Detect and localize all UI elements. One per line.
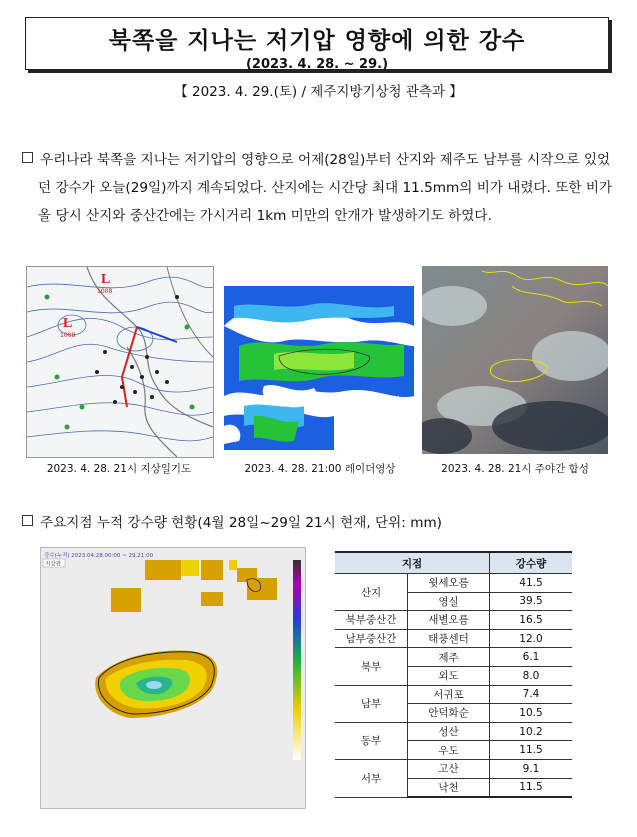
station-cell: 우도 (408, 741, 490, 760)
rainfall-value-cell: 16.5 (490, 611, 573, 630)
table-header-row (335, 552, 572, 574)
region-cell: 남부 (335, 685, 408, 722)
rainfall-table (335, 551, 572, 798)
weather-chart-caption: 2023. 4. 28. 21시 지상일기도 (46, 463, 192, 475)
station-cell: 제주 (408, 648, 490, 667)
pressure-value-label: 1008 (97, 288, 113, 295)
station-cell: 외도 (408, 666, 490, 685)
checkbox-bullet-icon (22, 152, 33, 163)
pressure-value-label: 1008 (60, 332, 76, 339)
rainfall-value-cell: 41.5 (490, 574, 573, 593)
station-cell: 성산 (408, 722, 490, 741)
date-range: (2023. 4. 28. ~ 29.) (245, 57, 389, 72)
table-row (335, 629, 572, 648)
table-row (335, 611, 572, 630)
station-cell: 태풍센터 (408, 629, 490, 648)
station-cell: 고산 (408, 759, 490, 778)
title-box (25, 17, 609, 70)
station-cell: 영실 (408, 592, 490, 611)
table-row (335, 574, 572, 593)
region-cell: 북부중산간 (335, 611, 408, 630)
station-cell: 서귀포 (408, 685, 490, 704)
region-cell: 산지 (335, 574, 408, 611)
summary-text: 우리나라 북쪽을 지나는 저기압의 영향으로 어제(28일)부터 산지와 제주도 남부를 시작으로 있었던 강수가 오늘(29일)까지 계속되었다. 산지에는 시간당 최대 11.5mm의 비가 내렸다. 또한 비가 올 당시 산지와 중산간에는 가시거리 1km 미만의 안개가 발생하기도 하였다. (38, 152, 613, 224)
rainfall-value-cell: 12.0 (490, 629, 573, 648)
issuer-line: 【 2023. 4. 29.(토) / 제주지방기상청 관측과 】 (174, 84, 463, 100)
low-pressure-label: L (63, 316, 73, 331)
station-cell: 낙천 (408, 778, 490, 797)
satellite-image (422, 266, 608, 454)
rainfall-value-cell: 9.1 (490, 759, 573, 778)
rain-map-tag: 지상관 (45, 561, 61, 568)
radar-image (224, 286, 414, 450)
table-row (335, 648, 572, 667)
rainfall-value-cell: 7.4 (490, 685, 573, 704)
rainfall-value-cell: 10.2 (490, 722, 573, 741)
rainfall-value-cell: 6.1 (490, 648, 573, 667)
region-cell: 서부 (335, 759, 408, 797)
table-row (335, 685, 572, 704)
surface-weather-chart (26, 266, 214, 458)
station-cell: 안덕화순 (408, 704, 490, 723)
summary-paragraph (22, 146, 617, 230)
satellite-caption: 2023. 4. 28. 21시 주야간 합성 (441, 463, 589, 475)
station-cell: 윗세오름 (408, 574, 490, 593)
rainfall-value-cell: 11.5 (490, 741, 573, 760)
table-row (335, 722, 572, 741)
station-cell: 새별오름 (408, 611, 490, 630)
rainfall-column-header: 강수량 (490, 552, 573, 574)
rain-map-header: 강수(누적) 2023.04.28.00:00 ~ 29.21:00 (44, 553, 154, 559)
low-pressure-label: L (101, 272, 111, 287)
region-cell: 북부 (335, 648, 408, 685)
rainfall-map (40, 547, 306, 809)
table-row (335, 759, 572, 778)
region-cell: 남부중산간 (335, 629, 408, 648)
radar-caption: 2023. 4. 28. 21:00 레이더영상 (244, 463, 396, 475)
checkbox-bullet-icon (22, 515, 33, 526)
rainfall-value-cell: 8.0 (490, 666, 573, 685)
rainfall-value-cell: 39.5 (490, 592, 573, 611)
page-title: 북쪽을 지나는 저기압 영향에 의한 강수 (108, 28, 526, 54)
station-column-header: 지점 (335, 552, 490, 574)
rainfall-value-cell: 11.5 (490, 778, 573, 797)
section2-heading-text: 주요지점 누적 강수량 현황(4월 28일~29일 21시 현재, 단위: mm) (40, 515, 442, 531)
region-cell: 동부 (335, 722, 408, 759)
section2-heading (22, 511, 442, 531)
rainfall-value-cell: 10.5 (490, 704, 573, 723)
